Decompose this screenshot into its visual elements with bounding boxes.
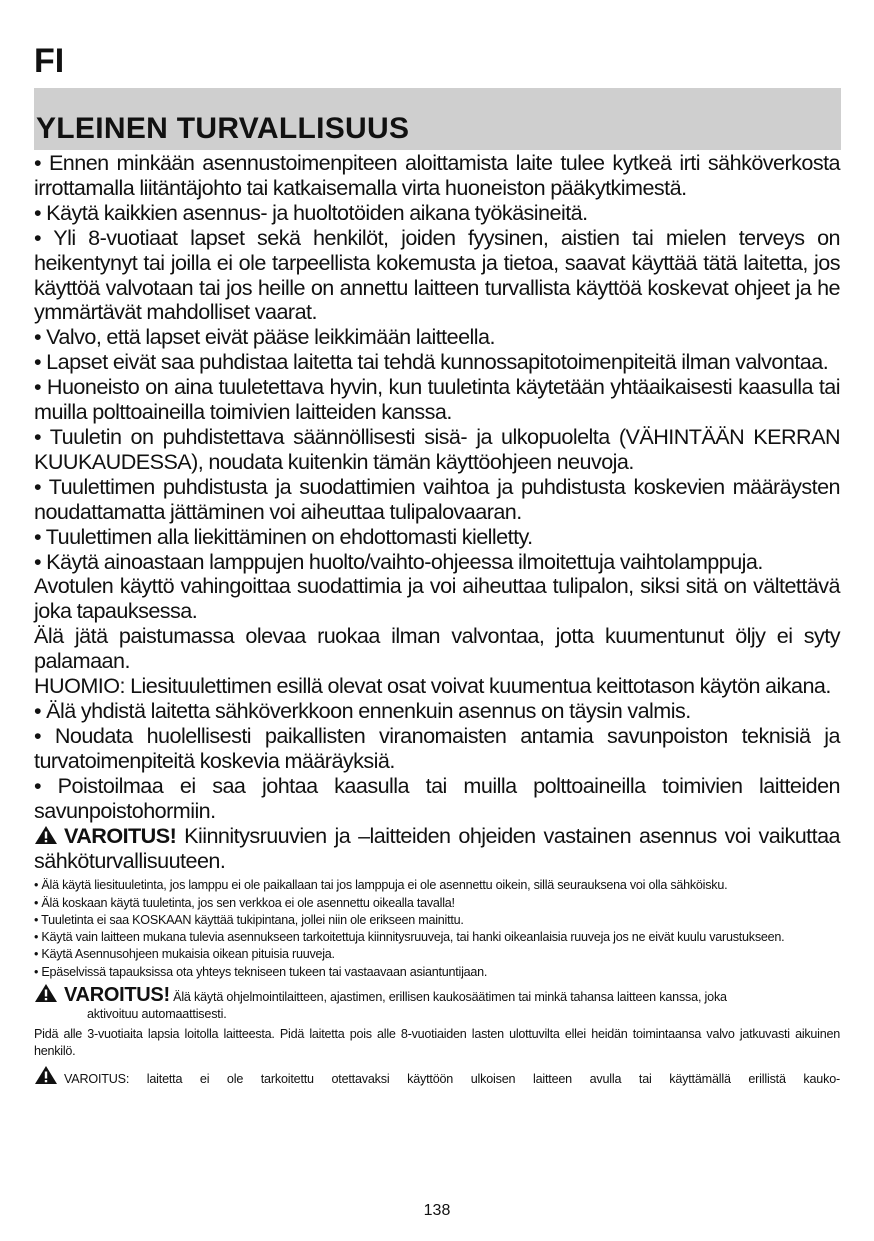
warning-triangle-icon xyxy=(34,1065,58,1085)
page-number: 138 xyxy=(423,1202,451,1219)
warning-title: VAROITUS! xyxy=(64,823,177,849)
language-code: FI xyxy=(34,42,65,80)
paragraph: • Käytä kaikkien asennus- ja huoltotöiden aikana työkäsineitä. xyxy=(34,199,588,225)
section-heading-band xyxy=(34,88,841,150)
paragraph: • Yli 8-vuotiaat lapset sekä henkilöt, joiden fyysinen, aistien tai mielen terveys on heikentynyt tai joilla ei ole tarpeellista kokemusta ja tietoa, saavat käyttää tätä laitetta, jos käyttöä valvotaan tai jos heille on annettu laitteen turvallista käyttöä koskevat ohjeet ja he ymmärtävät mahdolliset vaarat. xyxy=(34,224,840,325)
paragraph: Älä jätä paistumassa olevaa ruokaa ilman valvontaa, jotta kuumentunut öljy ei syty palamaan. xyxy=(34,623,840,674)
warning-block-1 xyxy=(34,824,840,874)
small-item: • Epäselvissä tapauksissa ota yhteys tekniseen tukeen tai vastaavaan asiantuntijaan. xyxy=(34,964,488,979)
paragraph: HUOMIO: Liesituulettimen esillä olevat osat voivat kuumentua keittotason käytön aikana. xyxy=(34,673,831,699)
section-heading: YLEINEN TURVALLISUUS xyxy=(36,112,410,145)
small-item: • Tuuletinta ei saa KOSKAAN käyttää tukipintana, jollei niin ole erikseen mainittu. xyxy=(34,912,464,927)
paragraph: • Poistoilmaa ei saa johtaa kaasulla tai muilla polttoaineilla toimivien laitteiden savunpoistohormiin. xyxy=(34,772,840,823)
small-item: • Käytä Asennusohjeen mukaisia oikean pituisia ruuveja. xyxy=(34,947,335,962)
paragraph: Avotulen käyttö vahingoittaa suodattimia ja voi aiheuttaa tulipalon, siksi sitä on vältettävä joka tapauksessa. xyxy=(34,573,840,624)
small-item: • Älä koskaan käytä tuuletinta, jos sen verkkoa ei ole asennettu oikealla tavalla! xyxy=(34,895,455,910)
paragraph: • Käytä ainoastaan lamppujen huolto/vaihto-ohjeessa ilmoitettuja vaihtolamppuja. xyxy=(34,548,763,574)
warning-text: VAROITUS: laitetta ei ole tarkoitettu otettavaksi käyttöön ulkoisen laitteen avulla tai käyttämällä erillistä kauko- xyxy=(64,1071,840,1086)
main-instructions xyxy=(34,151,840,874)
paragraph: • Tuuletin on puhdistettava säännöllisesti sisä- ja ulkopuolelta (VÄHINTÄÄN KERRAN KUUKAUDESSA), noudata kuitenkin tämän käyttöohjeen neuvoja. xyxy=(34,423,840,474)
safety-text xyxy=(34,151,840,1088)
paragraph: • Noudata huolellisesti paikallisten viranomaisten antamia savunpoiston teknisiä ja turvatoimenpiteitä koskevia määräyksiä. xyxy=(34,722,840,773)
paragraph: • Älä yhdistä laitetta sähköverkkoon ennenkuin asennus on täysin valmis. xyxy=(34,697,691,723)
small-item: • Käytä vain laitteen mukana tulevia asennukseen tarkoitettuja kiinnitysruuveja, tai hanki oikeanlaisia ruuveja jos ne eivät kuulu varustukseen. xyxy=(34,930,785,945)
paragraph: • Huoneisto on aina tuuletettava hyvin, kun tuuletinta käytetään yhtäaikaisesti kaasulla tai muilla polttoaineilla toimivien laitteiden kanssa. xyxy=(34,374,840,425)
warning-triangle-icon xyxy=(34,983,58,1003)
warning-triangle-icon xyxy=(34,825,58,845)
paragraph: • Valvo, että lapset eivät pääse leikkimään laitteella. xyxy=(34,324,495,350)
paragraph: • Tuulettimen puhdistusta ja suodattimien vaihtoa ja puhdistusta koskevien määräysten noudattamatta jättäminen voi aiheuttaa tulipalovaaran. xyxy=(34,473,840,524)
warning-text: Älä käytä ohjelmointilaitteen, ajastimen, erillisen kaukosäätimen tai minkä tahansa laitteen kanssa, joka xyxy=(169,990,727,1005)
paragraph: • Lapset eivät saa puhdistaa laitetta tai tehdä kunnossapitotoimenpiteitä ilman valvontaa. xyxy=(34,349,829,375)
children-paragraph: Pidä alle 3-vuotiaita lapsia loitolla laitteesta. Pidä laitetta pois alle 8-vuotiaiden lasten ulottuvilta ellei heidän toimintaansa valvo jatkuvasti aikuinen henkilö. xyxy=(34,1027,840,1059)
warning-block-2 xyxy=(34,983,840,1023)
warning-continuation: aktivoituu automaattisesti. xyxy=(87,1007,227,1022)
warning-title: VAROITUS! xyxy=(64,984,170,1007)
paragraph: • Tuulettimen alla liekittäminen on ehdottomasti kielletty. xyxy=(34,523,533,549)
paragraph: • Ennen minkään asennustoimenpiteen aloittamista laite tulee kytkeä irti sähköverkosta irrottamalla liitäntäjohto tai katkaisemalla virta huoneiston pääkytkimestä. xyxy=(34,150,840,200)
warning-text: Kiinnitysruuvien ja –laitteiden ohjeiden vastainen asennus voi vaikuttaa sähköturvallisuuteen. xyxy=(34,823,840,874)
small-item: • Älä käytä liesituuletinta, jos lamppu ei ole paikallaan tai jos lamppuja ei ole asennettu oikein, sillä seurauksena voi olla sähköisku. xyxy=(34,878,728,893)
warning-block-3 xyxy=(34,1065,840,1088)
fixing-instructions xyxy=(34,877,840,981)
